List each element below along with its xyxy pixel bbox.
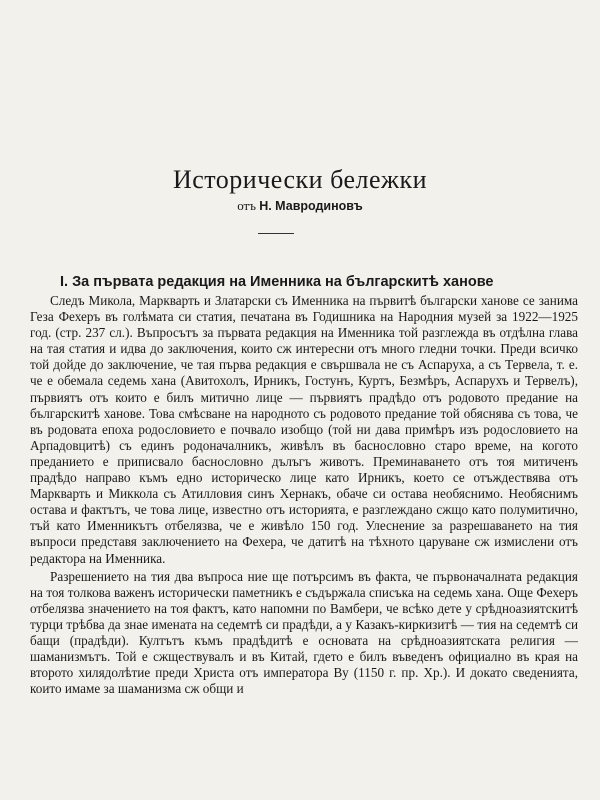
article-title: Исторически бележки: [172, 165, 428, 195]
byline-prefix: отъ: [237, 198, 256, 213]
paragraph: Следъ Микола, Маркварть и Златарски съ Именника на първитѣ български ханове се занима Геза Фехеръ въ голѣмата си статия, печатана въ Годишника на Народния музей за 1922—1925 год. (стр. 237 сл.). Въпросътъ за първата редакция на Именника той разглежда въ отдѣлна глава на тая статия и идва до заключения, които сж интересни отъ много гледни точки. Преди всичко той дойде до заключение, че тая първа редакция е свършвала не съ Аспаруха, а съ Тервела, т. е. че е обемала седемь хана (Авитохолъ, Ирникъ, Гостунъ, Куртъ, Безмѣръ, Аспарухъ и Тервелъ), първиятъ отъ които е билъ митично лице — първиятъ прадѣдо отъ родовото предание на българскитѣ ханове. Това смѣсване на народното съ родовото предание той обяснява съ това, че въ родовата епоха родословието е почвало изобщо (той ни дава примѣръ изъ родословието на Арпадовцитѣ) съ единъ родоначалникъ, живѣлъ въ баснословно старо време, на когото преданието е приписвало баснословно дълъгъ животъ. Преминаването отъ тоя митиченъ прадѣдо направо къмъ едно историческо лице като Ирникъ, което се отъждествява отъ Маркварть и Миккола съ Атилловия синъ Хернакъ, обаче си остава необяснимо. Необяснимъ остава и фактътъ, че това лице, известно отъ историята, е разглеждано сжщо като полумитично, тъй като Именникътъ отбелязва, че е живѣло 150 год. Улеснение за разрешаването на тия въпроси представя заключението на Фехера, че датитѣ на тѣхното царуване сж измислени отъ редактора на Именника.: [30, 293, 578, 566]
section-heading: I. За първата редакция на Именника на българскитѣ ханове: [60, 274, 494, 291]
author-name: Н. Мавродиновъ: [259, 199, 363, 213]
paragraph: Разрешението на тия два въпроса ние ще потърсимъ въ факта, че първоначалната редакция на тоя толкова важенъ исторически паметникъ е съдържала списъка на седемь хана. Още Фехеръ отбелязва значението на тоя фактъ, като напомни по Вамбери, че всѣко дете у срѣдноазиятскитѣ турци трѣбва да знае имената на седемтѣ си прадѣди, а у Казакъ-киркизитѣ — тия на седемтѣ си бащи (прадѣди). Култътъ къмъ прадѣдитѣ е основата на срѣдноазиятската религия — шаманизмътъ. Той е сжществувалъ и въ Китай, гдето е билъ въведенъ официално въ края на второто хилядолѣтие преди Христа отъ императора Ву (1150 г. пр. Хр.). И докато сведенията, които имаме за шаманизма сж общи и: [30, 568, 578, 697]
byline: [0, 198, 600, 214]
article-body: [30, 293, 578, 697]
title-divider: [258, 233, 294, 234]
